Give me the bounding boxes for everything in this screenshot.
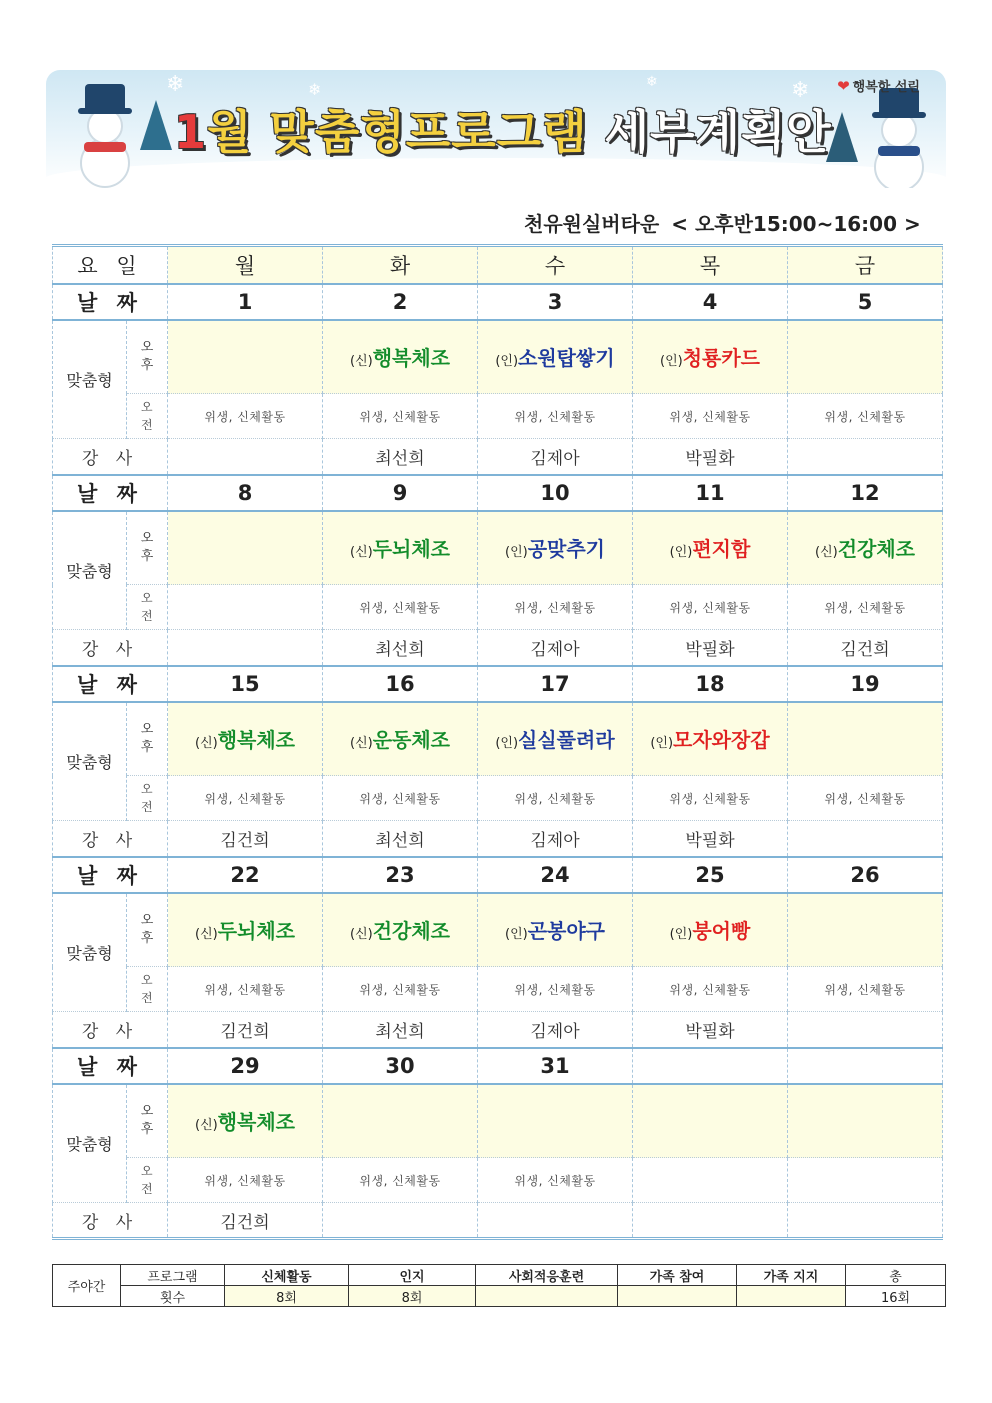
weekday-cell: 목 (633, 246, 788, 284)
weekday-cell: 금 (788, 246, 943, 284)
program-name (495, 346, 614, 370)
date-cell: 22 (168, 857, 323, 893)
date-cell: 8 (168, 475, 323, 511)
program-name (670, 919, 751, 943)
heart-icon: ❤ (837, 76, 850, 95)
summary-header-row (53, 1265, 946, 1286)
page-title (174, 96, 832, 162)
teacher-row (53, 1012, 943, 1048)
category-header: 총 (846, 1265, 946, 1286)
snowman-icon (70, 78, 140, 188)
program-title: 실실풀려라 (518, 728, 615, 753)
teacher-row (53, 630, 943, 666)
pm-label: 오 후 (127, 320, 168, 394)
am-activity-cell: 위생, 신체활동 (168, 394, 323, 439)
am-label: 오 전 (127, 394, 168, 439)
teacher-cell: 김제아 (478, 821, 633, 857)
teacher-row (53, 439, 943, 475)
program-cell (168, 702, 323, 776)
summary-count-row (53, 1286, 946, 1307)
custom-label: 맞춤형 (53, 511, 127, 630)
count-cell: 8회 (349, 1286, 476, 1307)
program-cell (788, 702, 943, 776)
count-cell: 8회 (225, 1286, 349, 1307)
am-activity-cell: 위생, 신체활동 (323, 967, 478, 1012)
program-title: 붕어빵 (692, 919, 751, 944)
title-end: 세부계획안 (604, 105, 832, 159)
program-title: 행복체조 (372, 346, 450, 371)
program-type: (인) (660, 354, 683, 370)
teacher-cell (633, 1203, 788, 1239)
program-name (350, 728, 450, 752)
program-name (505, 537, 605, 561)
am-row (53, 1158, 943, 1203)
teacher-label: 강 사 (53, 1012, 168, 1048)
program-title: 청룡카드 (682, 346, 760, 371)
program-cell (478, 511, 633, 585)
snowflake-icon: ❄ (646, 74, 658, 90)
teacher-cell (168, 439, 323, 475)
program-cell (168, 320, 323, 394)
program-cell (478, 1084, 633, 1158)
teacher-cell: 김건희 (788, 630, 943, 666)
date-cell: 16 (323, 666, 478, 702)
program-name (495, 728, 614, 752)
count-cell (737, 1286, 846, 1307)
count-label: 횟수 (121, 1286, 225, 1307)
date-label: 날 짜 (53, 1048, 168, 1084)
am-activity-cell: 위생, 신체활동 (633, 585, 788, 630)
program-cell (633, 511, 788, 585)
program-name (195, 919, 295, 943)
date-cell: 19 (788, 666, 943, 702)
summary-table (52, 1264, 946, 1307)
teacher-label: 강 사 (53, 439, 168, 475)
program-type: (신) (815, 545, 838, 561)
pm-label: 오 후 (127, 511, 168, 585)
snowman-icon (864, 82, 934, 188)
program-name (195, 1110, 295, 1134)
teacher-cell: 최선희 (323, 630, 478, 666)
program-name (660, 346, 760, 370)
weekday-cell: 화 (323, 246, 478, 284)
date-cell: 1 (168, 284, 323, 320)
am-label: 오 전 (127, 585, 168, 630)
am-activity-cell: 위생, 신체활동 (788, 776, 943, 821)
program-cell (633, 893, 788, 967)
program-type: (인) (505, 545, 528, 561)
date-cell: 4 (633, 284, 788, 320)
date-cell: 29 (168, 1048, 323, 1084)
program-row (53, 702, 943, 776)
program-title: 건강체조 (372, 919, 450, 944)
am-activity-cell (168, 585, 323, 630)
am-label: 오 전 (127, 776, 168, 821)
date-cell: 3 (478, 284, 633, 320)
teacher-cell: 최선희 (323, 1012, 478, 1048)
program-cell (788, 893, 943, 967)
am-activity-cell: 위생, 신체활동 (788, 394, 943, 439)
am-row (53, 394, 943, 439)
program-title: 운동체조 (372, 728, 450, 753)
org-name: 천유원실버타운 (524, 212, 660, 236)
teacher-cell (323, 1203, 478, 1239)
date-label: 날 짜 (53, 475, 168, 511)
custom-label: 맞춤형 (53, 320, 127, 439)
am-row (53, 776, 943, 821)
program-title: 공맞추기 (527, 537, 605, 562)
program-name (350, 919, 450, 943)
program-cell (168, 893, 323, 967)
teacher-cell (168, 630, 323, 666)
date-cell: 25 (633, 857, 788, 893)
date-cell: 23 (323, 857, 478, 893)
teacher-cell: 최선희 (323, 439, 478, 475)
program-name (505, 919, 605, 943)
program-title: 행복체조 (217, 728, 295, 753)
am-activity-cell: 위생, 신체활동 (633, 967, 788, 1012)
program-type: (인) (650, 736, 674, 752)
weekday-row (53, 246, 943, 284)
program-row (53, 320, 943, 394)
program-cell (478, 893, 633, 967)
program-cell (788, 511, 943, 585)
date-cell: 18 (633, 666, 788, 702)
summary-label: 주야간 (53, 1265, 121, 1307)
header-banner (46, 70, 946, 188)
date-label: 날 짜 (53, 857, 168, 893)
category-header: 신체활동 (225, 1265, 349, 1286)
program-name (350, 537, 450, 561)
date-row (53, 475, 943, 511)
program-cell (323, 320, 478, 394)
pm-label: 오 후 (127, 1084, 168, 1158)
title-main: 월 맞춤형프로그램 (207, 105, 588, 159)
program-row (53, 893, 943, 967)
program-cell (323, 702, 478, 776)
am-activity-cell: 위생, 신체활동 (633, 776, 788, 821)
teacher-label: 강 사 (53, 821, 168, 857)
weekday-cell: 월 (168, 246, 323, 284)
am-activity-cell: 위생, 신체활동 (478, 394, 633, 439)
schedule-table (52, 244, 943, 1240)
teacher-cell (478, 1203, 633, 1239)
program-label: 프로그램 (121, 1265, 225, 1286)
count-cell (476, 1286, 618, 1307)
program-cell (788, 320, 943, 394)
date-cell: 31 (478, 1048, 633, 1084)
program-cell (323, 511, 478, 585)
am-activity-cell: 위생, 신체활동 (478, 776, 633, 821)
program-cell (323, 1084, 478, 1158)
program-title: 편지함 (692, 537, 751, 562)
program-title: 두뇌체조 (217, 919, 295, 944)
session-time: < 오후반15:00~16:00 > (671, 212, 921, 236)
program-cell (788, 1084, 943, 1158)
program-type: (인) (669, 545, 693, 561)
program-row (53, 511, 943, 585)
weekday-cell: 수 (478, 246, 633, 284)
org-line (524, 208, 921, 237)
program-type: (인) (669, 927, 693, 943)
pm-label: 오 후 (127, 702, 168, 776)
teacher-cell: 최선희 (323, 821, 478, 857)
snowflake-icon: ❄ (791, 78, 810, 103)
am-activity-cell: 위생, 신체활동 (478, 1158, 633, 1203)
teacher-cell: 박필화 (633, 630, 788, 666)
date-cell (788, 1048, 943, 1084)
program-name (815, 537, 915, 561)
am-activity-cell: 위생, 신체활동 (323, 1158, 478, 1203)
date-row (53, 1048, 943, 1084)
category-header: 사회적응훈련 (476, 1265, 618, 1286)
am-label: 오 전 (127, 967, 168, 1012)
date-cell: 17 (478, 666, 633, 702)
teacher-cell (788, 1203, 943, 1239)
count-cell: 16회 (846, 1286, 946, 1307)
date-cell: 26 (788, 857, 943, 893)
am-activity-cell: 위생, 신체활동 (323, 776, 478, 821)
program-cell (478, 320, 633, 394)
teacher-cell: 김제아 (478, 439, 633, 475)
program-title: 두뇌체조 (372, 537, 450, 562)
program-cell (633, 702, 788, 776)
teacher-label: 강 사 (53, 1203, 168, 1239)
date-row (53, 666, 943, 702)
program-name (350, 346, 450, 370)
teacher-cell: 박필화 (633, 1012, 788, 1048)
date-row (53, 284, 943, 320)
teacher-cell: 김건희 (168, 1203, 323, 1239)
date-cell: 9 (323, 475, 478, 511)
teacher-cell: 박필화 (633, 439, 788, 475)
date-cell: 24 (478, 857, 633, 893)
date-cell: 15 (168, 666, 323, 702)
program-cell (168, 1084, 323, 1158)
program-title: 건강체조 (837, 537, 915, 562)
am-activity-cell: 위생, 신체활동 (633, 394, 788, 439)
count-cell (618, 1286, 737, 1307)
custom-label: 맞춤형 (53, 893, 127, 1012)
am-activity-cell: 위생, 신체활동 (323, 394, 478, 439)
program-title: 모자와장갑 (673, 728, 770, 753)
am-activity-cell (633, 1158, 788, 1203)
weekday-label: 요 일 (53, 246, 168, 284)
program-type: (인) (505, 927, 528, 943)
program-type: (신) (195, 927, 218, 943)
program-title: 행복체조 (217, 1110, 295, 1135)
am-activity-cell: 위생, 신체활동 (788, 585, 943, 630)
date-cell: 5 (788, 284, 943, 320)
teacher-cell: 김제아 (478, 1012, 633, 1048)
snowflake-icon: ❄ (166, 72, 185, 97)
program-type: (인) (495, 354, 519, 370)
teacher-cell: 김제아 (478, 630, 633, 666)
pm-label: 오 후 (127, 893, 168, 967)
am-activity-cell: 위생, 신체활동 (168, 1158, 323, 1203)
date-cell: 11 (633, 475, 788, 511)
teacher-row (53, 821, 943, 857)
program-type: (인) (495, 736, 519, 752)
date-label: 날 짜 (53, 666, 168, 702)
program-type: (신) (350, 736, 373, 752)
program-cell (323, 893, 478, 967)
am-row (53, 585, 943, 630)
teacher-label: 강 사 (53, 630, 168, 666)
program-row (53, 1084, 943, 1158)
date-label: 날 짜 (53, 284, 168, 320)
date-cell: 10 (478, 475, 633, 511)
snow-ground (46, 158, 946, 188)
program-name (650, 728, 769, 752)
program-type: (신) (350, 545, 373, 561)
program-name (670, 537, 751, 561)
am-activity-cell: 위생, 신체활동 (323, 585, 478, 630)
title-month: 1 (174, 105, 208, 159)
program-type: (신) (350, 354, 373, 370)
teacher-cell: 김건희 (168, 821, 323, 857)
date-cell (633, 1048, 788, 1084)
teacher-cell (788, 821, 943, 857)
am-activity-cell: 위생, 신체활동 (168, 967, 323, 1012)
snowflake-icon: ❄ (308, 80, 322, 99)
program-type: (신) (195, 1118, 218, 1134)
program-cell (168, 511, 323, 585)
program-type: (신) (195, 736, 218, 752)
date-cell: 2 (323, 284, 478, 320)
brand-name: 행복한 선린 (852, 80, 920, 95)
program-title: 곤봉야구 (527, 919, 605, 944)
date-cell: 30 (323, 1048, 478, 1084)
category-header: 가족 참여 (618, 1265, 737, 1286)
category-header: 인지 (349, 1265, 476, 1286)
teacher-cell: 박필화 (633, 821, 788, 857)
am-row (53, 967, 943, 1012)
teacher-cell (788, 1012, 943, 1048)
custom-label: 맞춤형 (53, 1084, 127, 1203)
program-cell (633, 1084, 788, 1158)
am-activity-cell: 위생, 신체활동 (788, 967, 943, 1012)
program-cell (478, 702, 633, 776)
program-name (195, 728, 295, 752)
am-activity-cell: 위생, 신체활동 (478, 967, 633, 1012)
teacher-cell (788, 439, 943, 475)
date-cell: 12 (788, 475, 943, 511)
teacher-row (53, 1203, 943, 1239)
am-label: 오 전 (127, 1158, 168, 1203)
brand-logo (837, 76, 920, 95)
program-cell (633, 320, 788, 394)
custom-label: 맞춤형 (53, 702, 127, 821)
am-activity-cell (788, 1158, 943, 1203)
teacher-cell: 김건희 (168, 1012, 323, 1048)
am-activity-cell: 위생, 신체활동 (478, 585, 633, 630)
date-row (53, 857, 943, 893)
program-title: 소원탑쌓기 (518, 346, 615, 371)
tree-icon (140, 100, 172, 150)
category-header: 가족 지지 (737, 1265, 846, 1286)
am-activity-cell: 위생, 신체활동 (168, 776, 323, 821)
program-type: (신) (350, 927, 373, 943)
